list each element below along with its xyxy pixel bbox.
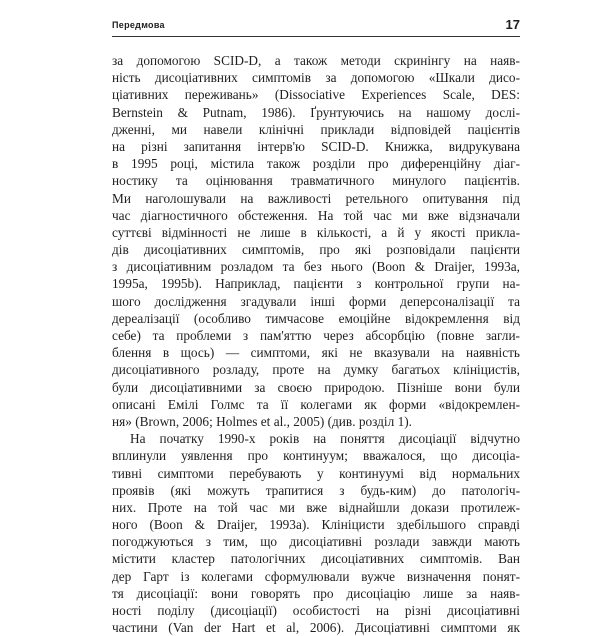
text-line: ність дисоціативних симптомів за допомогою «Шкали дисо- bbox=[112, 70, 520, 86]
text-line: вплинули уявлення про континуум; вважалося, що дисоціа- bbox=[112, 448, 520, 464]
text-line: дисоціативного розладу, проте на думку багатьох клініцистів, bbox=[112, 362, 520, 378]
text-line: них. Проте на той час ми вже віднайшли докази протилеж- bbox=[112, 499, 520, 515]
text-line: ня» (Brown, 2006; Holmes et al., 2005) (див. розділ 1). bbox=[112, 413, 412, 429]
text-line: себе) та проблеми з пам'яттю через абсорбцію (повне загли- bbox=[112, 328, 520, 343]
text-line: ностику та оцінювання травматичного минулого пацієнтів. bbox=[112, 173, 520, 189]
text-line: дженні, ми навели клінічні приклади відповідей пацієнтів bbox=[112, 121, 520, 137]
text-line: описані Емілі Голмс та її колегами як форми «відокремлен- bbox=[112, 396, 520, 412]
text-line: дів дисоціативних симптомів, про які розповідали пацієнти bbox=[112, 242, 520, 258]
text-line: в 1995 році, містила також розділи про диференційну діаг- bbox=[112, 156, 520, 172]
text-line: Ми наголошували на важливості ретельного опитування під bbox=[112, 190, 520, 206]
running-head: Передмова bbox=[112, 20, 165, 30]
text-line: 1995a, 1995b). Наприклад, пацієнти з контрольної групи на- bbox=[112, 276, 520, 292]
body-text bbox=[112, 52, 520, 636]
text-line: дер Гарт із колегами сформулювали вужче визначення понят- bbox=[112, 568, 520, 584]
text-line: з дисоціативним розладом та без нього (Boon & Draijer, 1993a, bbox=[112, 259, 520, 275]
text-line: ності поділу (дисоціації) особистості на різні дисоціативні bbox=[112, 603, 520, 618]
text-line: Bernstein & Putnam, 1986). Ґрунтуючись на нашому дослі- bbox=[112, 104, 520, 120]
text-line: блення в щось) — симптоми, які не вказували на наявність bbox=[112, 345, 520, 361]
text-line: містити кластер патологічних дисоціативних симптомів. Ван bbox=[112, 551, 520, 567]
header-rule bbox=[112, 36, 520, 37]
text-line: час діагностичного обстеження. На той час ми вже відзначали bbox=[112, 207, 520, 223]
text-line: були дисоціативними за своєю природою. Пізніше вони були bbox=[112, 379, 520, 395]
text-line: погоджуються з тим, що дисоціативні розлади завжди мають bbox=[112, 534, 520, 550]
text-line: тивні симптоми перебувають у континуумі від нормальних bbox=[112, 465, 520, 481]
text-line: частини (Van der Hart et al, 2006). Дисоціативні симптоми як bbox=[112, 620, 520, 636]
text-line: за допомогою SCID-D, а також методи скринінгу на наяв- bbox=[112, 53, 520, 68]
text-line: На початку 1990-х років на поняття дисоціації відчутно bbox=[130, 431, 520, 447]
page-number: 17 bbox=[505, 17, 520, 32]
text-line: проявів (які можуть трапитися з будь-ким) до патологіч- bbox=[112, 482, 520, 498]
text-line: суттєві відмінності не лише в кількості, а й у якості приклa- bbox=[112, 224, 520, 240]
text-line: ціативних переживань» (Dissociative Experiences Scale, DES: bbox=[112, 87, 520, 103]
text-line: ного (Boon & Draijer, 1993a). Клініцисти здебільшого справді bbox=[112, 517, 520, 533]
text-line: шого дослідження згадували інші форми деперсоналізації та bbox=[112, 293, 520, 309]
text-line: тя дисоціації: вони говорять про дисоціацію лише за наяв- bbox=[112, 585, 520, 601]
text-line: на різні запитання інтерв'ю SCID-D. Книжка, видрукувана bbox=[112, 138, 520, 154]
text-line: дереалізації (особливо тимчасове емоційне відокремлення від bbox=[112, 310, 520, 326]
